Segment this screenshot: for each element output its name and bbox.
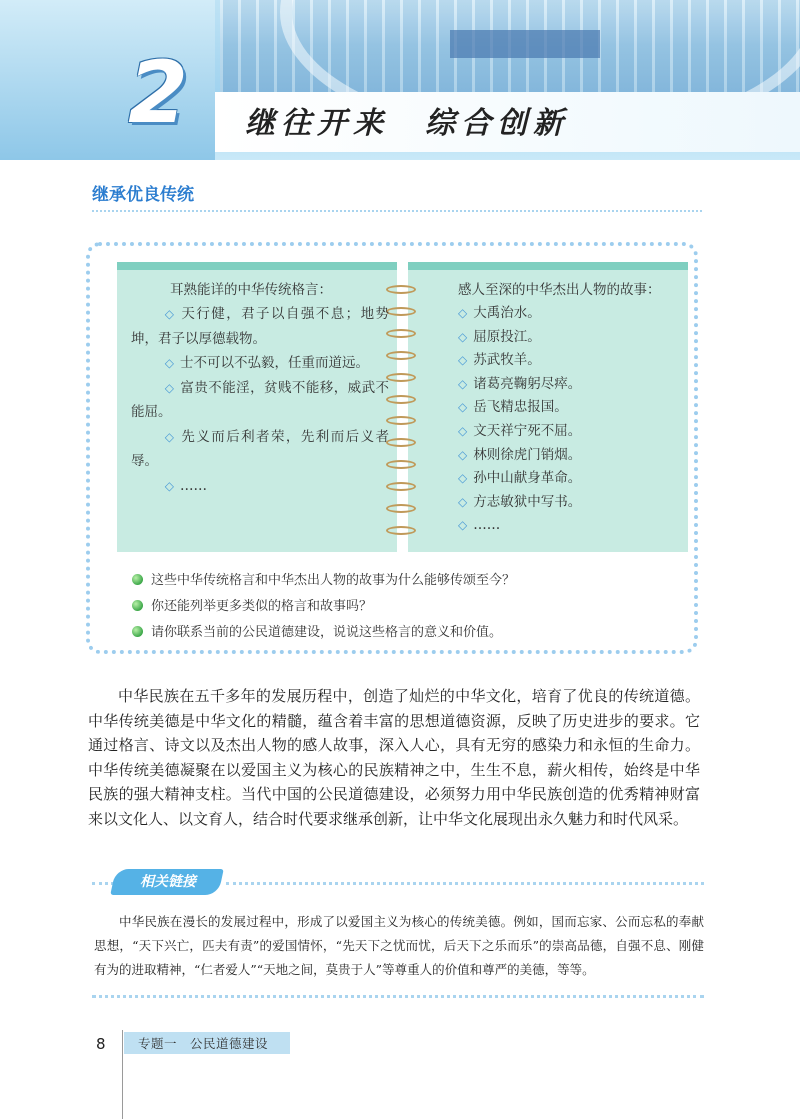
question-item: 你还能列举更多类似的格言和故事吗？ bbox=[132, 594, 515, 620]
related-link-rule-bottom bbox=[92, 995, 704, 998]
diamond-icon: ◇ bbox=[458, 329, 468, 344]
discussion-questions bbox=[132, 568, 515, 646]
list-item: ◇ 富贵不能淫，贫贱不能移，威武不能屈。 bbox=[131, 376, 389, 425]
spiral-ring bbox=[386, 526, 416, 535]
section-heading: 继承优良传统 bbox=[92, 185, 194, 205]
related-link-rule-right bbox=[226, 882, 704, 885]
list-item: ◇ 诸葛亮鞠躬尽瘁。 bbox=[458, 373, 678, 397]
body-paragraph: 中华民族在五千多年的发展历程中，创造了灿烂的中华文化，培育了优良的传统道德。中华传统美德是中华文化的精髓，蕴含着丰富的思想道德资源，反映了历史进步的要求。它通过格言、诗文以及杰出人物的感人故事，深入人心，具有无穷的感染力和永恒的生命力。中华传统美德凝聚在以爱国主义为核心的民族精神之中，生生不息，薪火相传，始终是中华民族的强大精神支柱。当代中国的公民道德建设，必须努力用中华民族创造的优秀精神财富来以文化人、以文育人，结合时代要求继承创新，让中华文化展现出永久魅力和时代风采。 bbox=[88, 687, 700, 828]
list-item: ◇ 天行健，君子以自强不息；地势坤，君子以厚德载物。 bbox=[131, 302, 389, 351]
related-link-rule-left bbox=[92, 882, 114, 885]
footer-label: 专题一 公民道德建设 bbox=[138, 1036, 269, 1051]
spiral-ring bbox=[386, 504, 416, 513]
list-item: ◇ …… bbox=[131, 474, 389, 499]
section-divider bbox=[92, 210, 702, 212]
list-item: ◇ 先义而后利者荣，先利而后义者辱。 bbox=[131, 425, 389, 474]
diamond-icon: ◇ bbox=[164, 307, 174, 321]
list-item: ◇ …… bbox=[458, 514, 678, 538]
diamond-icon: ◇ bbox=[458, 518, 468, 533]
spiral-ring bbox=[386, 329, 416, 338]
spiral-ring bbox=[386, 285, 416, 294]
list-item: ◇ 岳飞精忠报国。 bbox=[458, 396, 678, 420]
list-item: ◇ 士不可以不弘毅，任重而道远。 bbox=[131, 351, 389, 376]
diamond-icon: ◇ bbox=[458, 400, 468, 415]
diamond-icon: ◇ bbox=[458, 423, 468, 438]
list-item: ◇ 方志敏狱中写书。 bbox=[458, 491, 678, 515]
question-item: 这些中华传统格言和中华杰出人物的故事为什么能够传颂至今？ bbox=[132, 568, 515, 594]
green-bullet-icon bbox=[132, 574, 143, 585]
related-link-label: 相关链接 bbox=[140, 874, 196, 890]
diamond-icon: ◇ bbox=[164, 356, 174, 370]
spiral-ring bbox=[386, 460, 416, 469]
diamond-icon: ◇ bbox=[458, 447, 468, 462]
spiral-ring bbox=[386, 482, 416, 491]
diamond-icon: ◇ bbox=[458, 306, 468, 320]
page-number: 8 bbox=[96, 1035, 106, 1053]
spiral-ring bbox=[386, 438, 416, 447]
diamond-icon: ◇ bbox=[458, 353, 468, 368]
spiral-ring bbox=[386, 351, 416, 360]
chapter-title: 继往开来 综合创新 bbox=[245, 106, 569, 141]
list-item: ◇ 苏武牧羊。 bbox=[458, 349, 678, 373]
green-bullet-icon bbox=[132, 600, 143, 611]
maxims-panel-title: 耳熟能详的中华传统格言： bbox=[170, 282, 332, 298]
list-item: ◇ 林则徐虎门销烟。 bbox=[458, 444, 678, 468]
footer-divider bbox=[122, 1030, 123, 1119]
related-link-text: 中华民族在漫长的发展过程中，形成了以爱国主义为核心的传统美德。例如，国而忘家、公而忘私的奉献思想，“天下兴亡，匹夫有责”的爱国情怀，“先天下之忧而忧，后天下之乐而乐”的崇高品德，自强不息、刚健有为的进取精神，“仁者爱人”“天地之间，莫贵于人”等尊重人的价值和尊严的美德，等等。 bbox=[94, 914, 704, 977]
maxims-list bbox=[131, 302, 389, 498]
header-photo-screen bbox=[450, 30, 600, 58]
spiral-ring bbox=[386, 395, 416, 404]
diamond-icon: ◇ bbox=[164, 380, 174, 395]
list-item: ◇ 屈原投江。 bbox=[458, 326, 678, 350]
list-item: ◇ 文天祥宁死不屈。 bbox=[458, 420, 678, 444]
notebook-spiral bbox=[386, 285, 418, 535]
spiral-ring bbox=[386, 373, 416, 382]
question-item: 请你联系当前的公民道德建设，说说这些格言的意义和价值。 bbox=[132, 620, 515, 646]
stories-list bbox=[458, 302, 678, 538]
spiral-ring bbox=[386, 307, 416, 316]
diamond-icon: ◇ bbox=[164, 429, 174, 444]
header-photo bbox=[220, 0, 800, 100]
spiral-ring bbox=[386, 416, 416, 425]
stories-panel-title: 感人至深的中华杰出人物的故事： bbox=[458, 282, 661, 298]
green-bullet-icon bbox=[132, 626, 143, 637]
diamond-icon: ◇ bbox=[458, 376, 468, 391]
diamond-icon: ◇ bbox=[164, 478, 174, 493]
diamond-icon: ◇ bbox=[458, 471, 468, 486]
chapter-number: 2 bbox=[128, 43, 188, 143]
list-item: ◇ 孙中山献身革命。 bbox=[458, 467, 678, 491]
list-item: ◇ 大禹治水。 bbox=[458, 302, 678, 326]
diamond-icon: ◇ bbox=[458, 494, 468, 509]
